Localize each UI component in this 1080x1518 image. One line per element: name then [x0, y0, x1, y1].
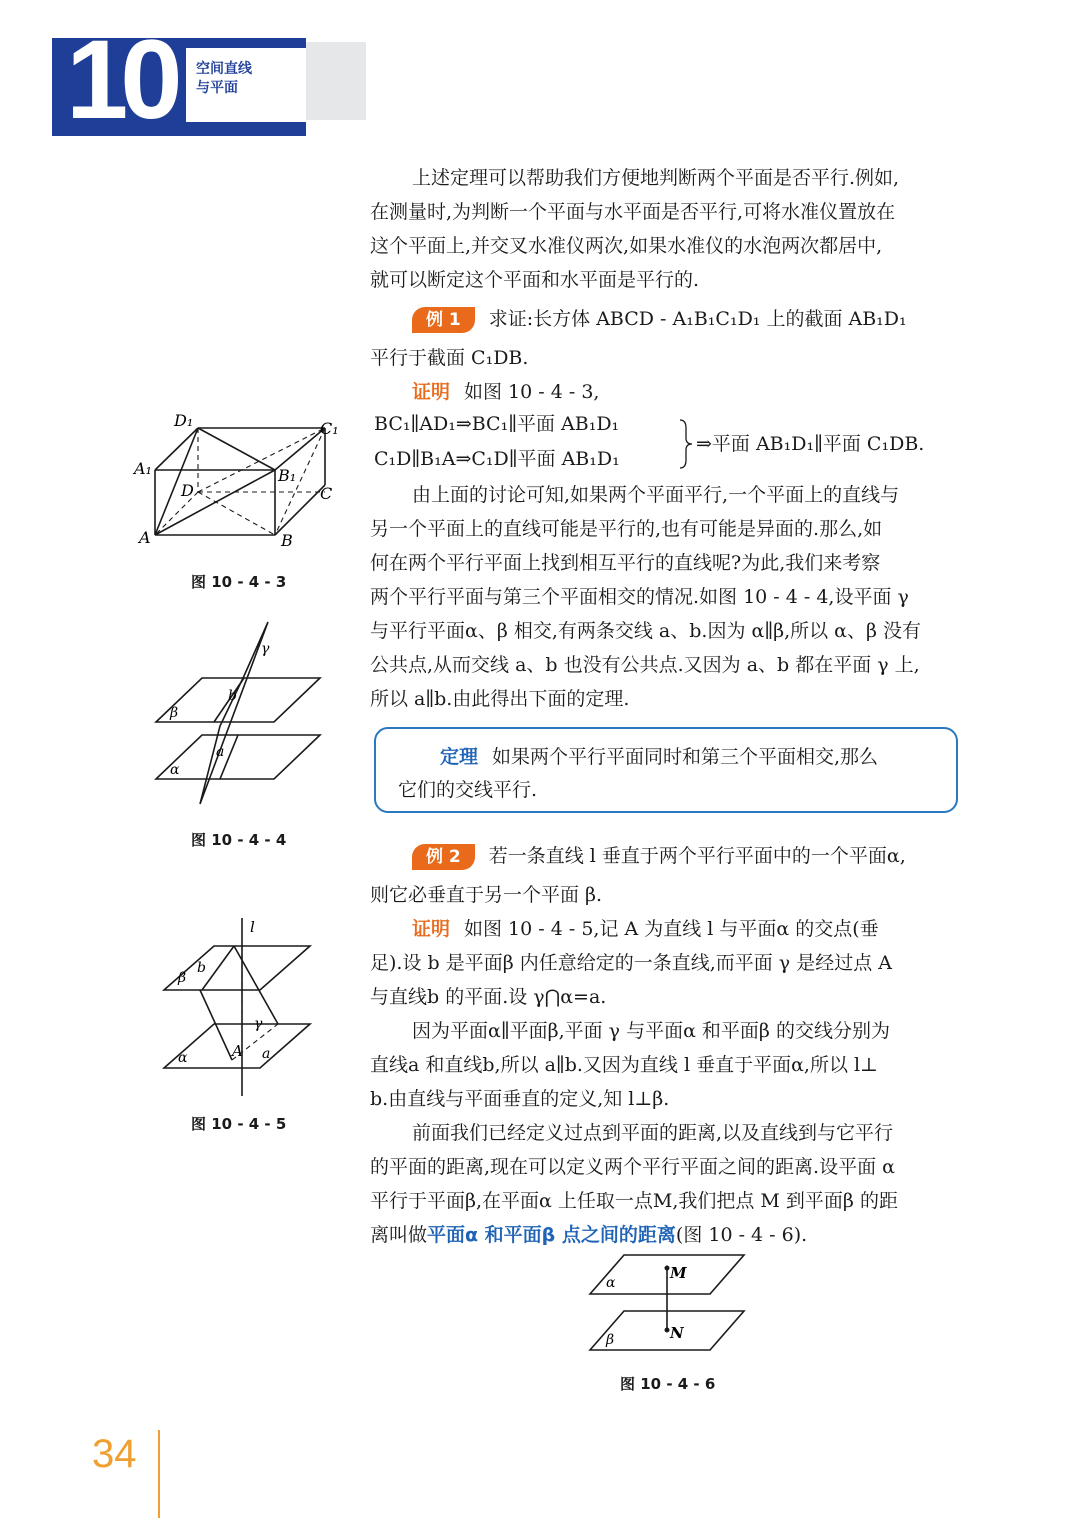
fig5-label-l: l	[250, 918, 255, 936]
fig5-label-alpha: α	[178, 1050, 188, 1066]
example1-line1	[412, 302, 907, 336]
paragraph2-line6: 公共点,从而交线 a、b 也没有公共点.又因为 a、b 都在平面 γ 上,	[370, 654, 920, 676]
figure-10-4-6	[586, 1250, 750, 1360]
fig3-label-a1: A₁	[134, 459, 152, 478]
proof2-line1	[412, 912, 879, 946]
proof2-label: 证明	[412, 918, 451, 940]
fig5-label-gamma: γ	[254, 1016, 263, 1032]
fig4-label-b: b	[228, 688, 237, 704]
distance-definition-term: 平面α 和平面β 点之间的距离	[427, 1224, 676, 1246]
paragraph2-line3: 何在两个平行平面上找到相互平行的直线呢?为此,我们来考察	[370, 552, 881, 574]
fig3-label-c1: C₁	[320, 419, 339, 438]
paragraph2-line5: 与平行平面α、β 相交,有两条交线 a、b.因为 α∥β,所以 α、β 没有	[370, 620, 922, 642]
proof2-line2: 足).设 b 是平面β 内任意给定的一条直线,而平面 γ 是经过点 A	[370, 952, 892, 974]
example1-statement: 求证:长方体 ABCD - A₁B₁C₁D₁ 上的截面 AB₁D₁	[488, 308, 907, 330]
fig4-label-a: a	[216, 744, 225, 760]
paragraph2-line4: 两个平行平面与第三个平面相交的情况.如图 10 - 4 - 4,设平面 γ	[370, 586, 909, 608]
chapter-number: 10	[66, 17, 175, 142]
fig3-label-a: A	[139, 528, 151, 547]
paragraph4-line4	[370, 1218, 807, 1252]
paragraph1-line2: 在测量时,为判断一个平面与水平面是否平行,可将水准仪置放在	[370, 201, 896, 223]
figure-10-4-4	[148, 616, 328, 811]
paragraph1-line1: 上述定理可以帮助我们方便地判断两个平面是否平行.例如,	[412, 167, 900, 189]
fig3-label-c: C	[320, 484, 333, 503]
figure-10-4-5-caption: 图 10 - 4 - 5	[191, 1115, 287, 1133]
proof1-eq1: BC₁∥AD₁⇒BC₁∥平面 AB₁D₁	[374, 413, 620, 435]
paragraph2-line1: 由上面的讨论可知,如果两个平面平行,一个平面上的直线与	[412, 484, 900, 506]
chapter-title-line2: 与平面	[196, 80, 238, 96]
example1-badge: 例 1	[412, 307, 475, 333]
paragraph2-line7: 所以 a∥b.由此得出下面的定理.	[370, 688, 630, 710]
fig3-label-d: D	[181, 481, 194, 500]
fig5-label-point-a: A	[232, 1042, 243, 1060]
proof1-intro	[412, 375, 599, 409]
fig4-label-gamma: γ	[261, 641, 270, 657]
figure-10-4-4-caption: 图 10 - 4 - 4	[191, 831, 287, 849]
chapter-title	[196, 60, 252, 98]
chapter-title-line1: 空间直线	[196, 61, 252, 77]
proof2-line3: 与直线b 的平面.设 γ⋂α=a.	[370, 986, 607, 1008]
paragraph2-line2: 另一个平面上的直线可能是平行的,也有可能是异面的.那么,如	[370, 518, 883, 540]
paragraph3-line2: 直线a 和直线b,所以 a∥b.又因为直线 l 垂直于平面α,所以 l⊥	[370, 1054, 878, 1076]
proof1-eq2: C₁D∥B₁A⇒C₁D∥平面 AB₁D₁	[374, 448, 620, 470]
fig4-label-alpha: α	[170, 762, 180, 778]
page-number: 34	[92, 1432, 137, 1476]
fig6-label-alpha: α	[606, 1275, 616, 1291]
proof2-text: 如图 10 - 4 - 5,记 A 为直线 l 与平面α 的交点(垂	[464, 918, 879, 940]
figure-10-4-6-caption: 图 10 - 4 - 6	[620, 1375, 716, 1393]
example2-statement: 若一条直线 l 垂直于两个平行平面中的一个平面α,	[488, 845, 906, 867]
paragraph4-after: (图 10 - 4 - 6).	[675, 1224, 808, 1246]
fig3-label-b1: B₁	[278, 466, 297, 485]
paragraph4-line3: 平行于平面β,在平面α 上任取一点M,我们把点 M 到平面β 的距	[370, 1190, 898, 1212]
figure-10-4-3-caption: 图 10 - 4 - 3	[191, 573, 287, 591]
example2-badge: 例 2	[412, 844, 475, 870]
fig5-label-beta: β	[178, 970, 187, 986]
fig5-label-b: b	[197, 960, 206, 976]
paragraph1-line4: 就可以断定这个平面和水平面是平行的.	[370, 269, 700, 291]
fig3-label-b: B	[281, 531, 293, 550]
theorem-label: 定理	[440, 746, 479, 768]
proof1-label: 证明	[412, 381, 451, 403]
paragraph1-line3: 这个平面上,并交叉水准仪两次,如果水准仪的水泡两次都居中,	[370, 235, 883, 257]
paragraph3-line1: 因为平面α∥平面β,平面 γ 与平面α 和平面β 的交线分别为	[412, 1020, 890, 1042]
example2-line1	[412, 839, 906, 873]
fig4-label-beta: β	[170, 705, 179, 721]
fig5-label-a: a	[262, 1046, 271, 1062]
theorem-line1	[440, 740, 878, 774]
fig6-point-m	[665, 1266, 670, 1271]
theorem-text: 如果两个平行平面同时和第三个平面相交,那么	[492, 746, 879, 768]
figure-10-4-5	[158, 912, 318, 1098]
proof1-text: 如图 10 - 4 - 3,	[464, 381, 600, 403]
page-number-rule	[158, 1430, 160, 1518]
paragraph4-line1: 前面我们已经定义过点到平面的距离,以及直线到与它平行	[412, 1122, 894, 1144]
proof1-conclusion: ⇒平面 AB₁D₁∥平面 C₁DB.	[696, 433, 925, 455]
fig3-label-d1: D₁	[174, 411, 194, 430]
proof1-brace	[678, 418, 696, 470]
example2-line2: 则它必垂直于另一个平面 β.	[370, 884, 603, 906]
fig6-point-n	[665, 1328, 670, 1333]
theorem-line2: 它们的交线平行.	[398, 779, 538, 801]
fig6-label-n: N	[670, 1324, 684, 1342]
example1-line2: 平行于截面 C₁DB.	[370, 347, 529, 369]
paragraph4-line2: 的平面的距离,现在可以定义两个平行平面之间的距离.设平面 α	[370, 1156, 895, 1178]
fig6-label-m: M	[670, 1264, 687, 1282]
paragraph3-line3: b.由直线与平面垂直的定义,知 l⊥β.	[370, 1088, 670, 1110]
figure-10-4-3	[130, 410, 350, 550]
fig6-label-beta: β	[606, 1332, 615, 1348]
paragraph4-before: 离叫做	[370, 1224, 428, 1246]
